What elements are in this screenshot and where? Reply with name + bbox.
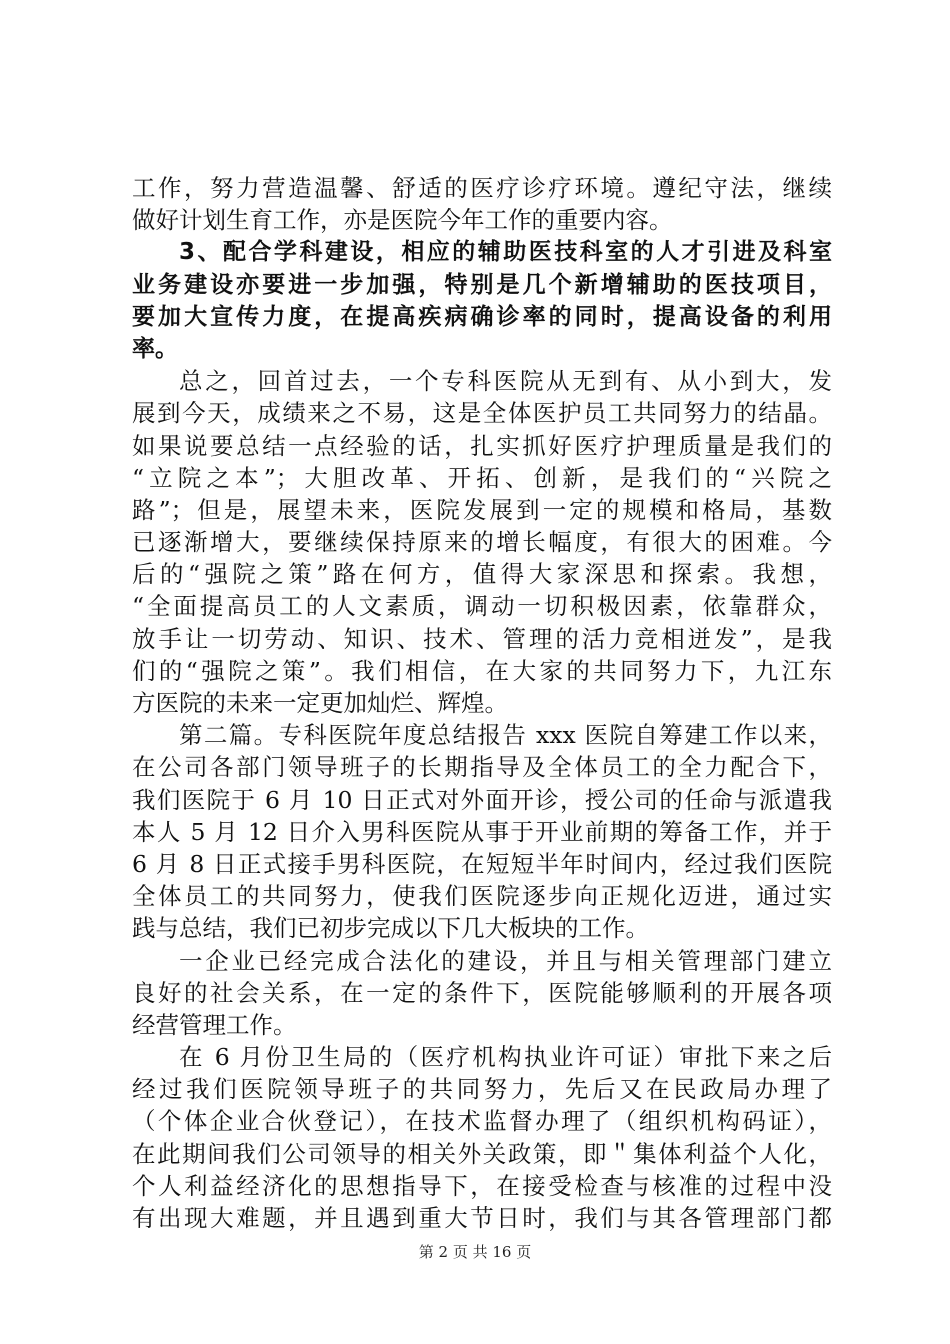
- text-line: 良好的社会关系，在一定的条件下，医院能够顺利的开展各项: [132, 978, 832, 1007]
- text-line: 个人利益经济化的思想指导下，在接受检查与核准的过程中没: [132, 1171, 832, 1200]
- text-line: 3、配合学科建设，相应的辅助医技科室的人才引进及科室: [179, 239, 832, 266]
- paragraph-3: [132, 365, 832, 719]
- text-line: 总之，回首过去，一个专科医院从无到有、从小到大，发: [179, 367, 832, 396]
- paragraph-5: [132, 945, 832, 1042]
- text-line: 放手让一切劳动、知识、技术、管理的活力竞相迸发”，是我: [132, 624, 832, 653]
- text-line: 展到今天，成绩来之不易，这是全体医护员工共同努力的结晶。: [132, 399, 832, 428]
- text-line: 践与总结，我们已初步完成以下几大板块的工作。: [132, 914, 649, 943]
- text-line: 6 月 8 日正式接手男科医院，在短短半年时间内，经过我们医院: [132, 849, 832, 878]
- text-line: 如果说要总结一点经验的话，扎实抓好医疗护理质量是我们的: [132, 431, 832, 460]
- text-line: 经营管理工作。: [132, 1010, 297, 1039]
- text-line: 有出现大难题，并且遇到重大节日时，我们与其各管理部门都: [132, 1204, 832, 1232]
- text-line: 们的“强院之策”。我们相信，在大家的共同努力下，九江东: [132, 656, 832, 685]
- text-line: 工作，努力营造温馨、舒适的医疗诊疗环境。遵纪守法，继续: [132, 174, 832, 202]
- text-line: 经过我们医院领导班子的共同努力，先后又在民政局办理了: [132, 1075, 832, 1104]
- text-line: 业务建设亦要进一步加强，特别是几个新增辅助的医技项目，: [132, 271, 832, 298]
- paragraph-2: [132, 236, 832, 365]
- text-line: 在公司各部门领导班子的长期指导及全体员工的全力配合下，: [132, 753, 832, 782]
- text-line: 做好计划生育工作，亦是医院今年工作的重要内容。: [132, 206, 673, 235]
- text-line: 在 6 月份卫生局的（医疗机构执业许可证）审批下来之后: [179, 1043, 832, 1072]
- text-line: 方医院的未来一定更加灿烂、辉煌。: [132, 689, 508, 717]
- text-line: 全体员工的共同努力，使我们医院逐步向正规化迈进，通过实: [132, 882, 832, 911]
- paragraph-1: [132, 172, 832, 236]
- text-line: 一企业已经完成合法化的建设，并且与相关管理部门建立: [179, 946, 832, 975]
- text-line: “全面提高员工的人文素质，调动一切积极因素，依靠群众，: [132, 592, 832, 621]
- text-line: 第二篇。专科医院年度总结报告 xxx 医院自筹建工作以来，: [179, 721, 832, 750]
- text-line: （个体企业合伙登记），在技术监督办理了（组织机构码证），: [132, 1107, 832, 1136]
- paragraph-6: [132, 1041, 832, 1234]
- text-line: 我们医院于 6 月 10 日正式对外面开诊，授公司的任命与派遣我: [132, 785, 832, 814]
- page-number-footer: 第 2 页 共 16 页: [418, 1243, 532, 1261]
- text-line: 率。: [132, 335, 178, 362]
- document-body: [132, 172, 832, 1234]
- text-line: 后的“强院之策”路在何方，值得大家深思和探索。我想，: [132, 560, 832, 589]
- text-line: 在此期间我们公司领导的相关外关政策，即＂集体利益个人化，: [132, 1139, 832, 1168]
- text-line: “立院之本”；大胆改革、开拓、创新，是我们的“兴院之: [132, 463, 832, 492]
- text-line: 路”；但是，展望未来，医院发展到一定的规模和格局，基数: [132, 495, 832, 524]
- text-line: 已逐渐增大，要继续保持原来的增长幅度，有很大的困难。今: [132, 528, 832, 557]
- text-line: 本人 5 月 12 日介入男科医院从事于开业前期的筹备工作，并于: [132, 817, 832, 846]
- text-line: 要加大宣传力度，在提高疾病确诊率的同时，提高设备的利用: [132, 303, 832, 330]
- paragraph-4: [132, 719, 832, 944]
